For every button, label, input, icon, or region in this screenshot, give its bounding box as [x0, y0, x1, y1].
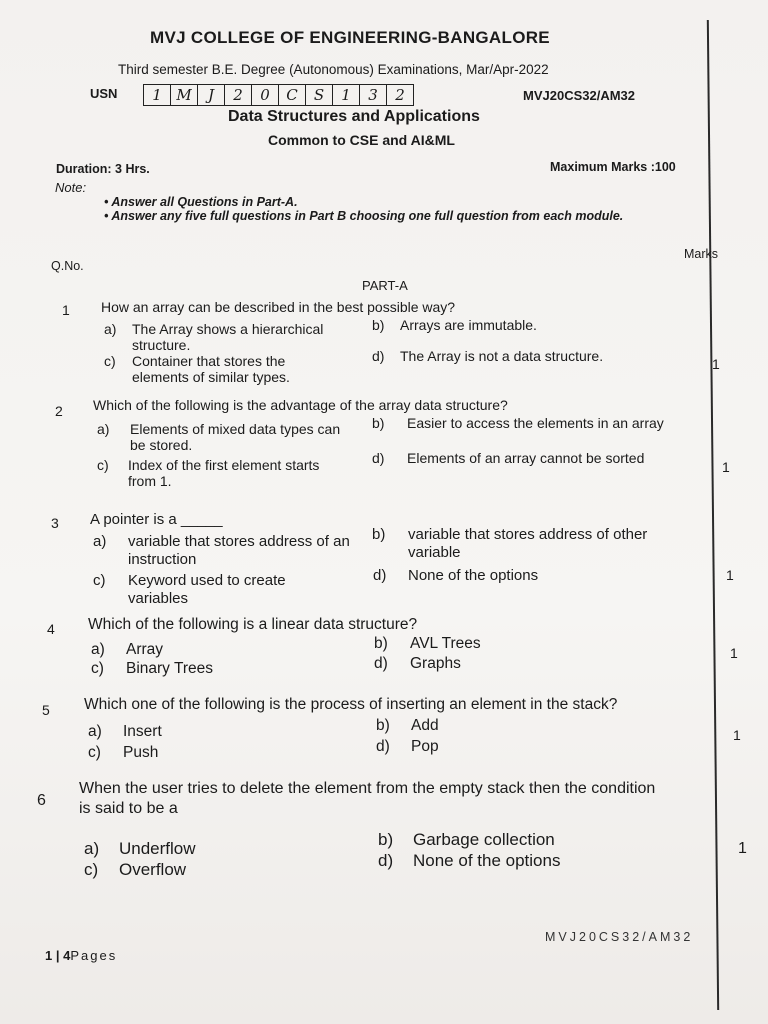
usn-char: 3 — [360, 85, 387, 105]
option-c: c) Binary Trees — [91, 660, 214, 677]
college-name: MVJ COLLEGE OF ENGINEERING-BANGALORE — [150, 28, 550, 47]
usn-char: 1 — [144, 85, 171, 105]
marks-header: Marks — [684, 247, 719, 261]
question-number: 3 — [51, 515, 59, 531]
question-marks: 1 — [712, 356, 720, 372]
option-a: a) variable that stores address of an instruction — [93, 533, 350, 568]
usn-char: C — [279, 85, 306, 105]
option-a: a) Array — [91, 641, 164, 658]
option-a: a) Elements of mixed data types can be stored. — [97, 421, 341, 453]
exam-title: Third semester B.E. Degree (Autonomous) Examinations, Mar/Apr-2022 — [118, 62, 549, 77]
option-d: d) None of the options — [378, 851, 561, 870]
duration: Duration: 3 Hrs. — [56, 162, 150, 176]
question-marks: 1 — [726, 567, 734, 583]
page-number: 1 | 4Pages — [45, 948, 118, 963]
subject-title: Data Structures and Applications — [228, 108, 480, 125]
usn-char: 2 — [395, 86, 405, 104]
question-text: Which of the following is a linear data structure? — [88, 616, 418, 633]
question-number: 2 — [55, 403, 63, 419]
max-marks: Maximum Marks :100 — [550, 160, 676, 174]
question-number: 5 — [42, 702, 50, 718]
common-to: Common to CSE and AI&ML — [268, 132, 455, 148]
question-marks: 1 — [738, 840, 747, 857]
usn-char: 2 — [225, 85, 252, 105]
option-c: c) Container that stores the elements of similar types. — [104, 353, 290, 385]
usn-char: S — [306, 85, 333, 105]
usn-char: 0 — [252, 85, 279, 105]
option-c: c) Overflow — [84, 860, 187, 879]
option-b: b) AVL Trees — [374, 635, 481, 652]
option-a: a) Underflow — [84, 839, 196, 858]
option-d: d) Elements of an array cannot be sorted — [372, 450, 645, 466]
usn-label: USN — [90, 86, 118, 101]
question-number: 6 — [37, 792, 46, 809]
option-b: b) Arrays are immutable. — [372, 317, 537, 333]
footer-course-code: MVJ20CS32/AM32 — [545, 930, 694, 944]
question-text: When the user tries to delete the element from the empty stack then the condition is said to be a — [79, 780, 656, 817]
question-number: 1 — [62, 302, 70, 318]
option-b: b) Add — [376, 717, 439, 734]
question-marks: 1 — [722, 459, 730, 475]
note-label: Note: — [55, 180, 87, 195]
option-c: c) Push — [88, 744, 159, 761]
question-number: 4 — [47, 621, 55, 637]
question-text: How an array can be described in the best possible way? — [101, 299, 456, 315]
option-a: a) Insert — [88, 723, 162, 740]
question-text: Which one of the following is the process of inserting an element in the stack? — [84, 696, 618, 713]
note-item: • Answer any five full questions in Part B choosing one full question from each module. — [104, 209, 624, 223]
usn-char: M — [171, 85, 198, 105]
question-marks: 1 — [733, 727, 741, 743]
option-b: b) Easier to access the elements in an array — [372, 415, 664, 431]
option-b: b) Garbage collection — [378, 830, 555, 849]
option-c: c) Keyword used to create variables — [93, 572, 286, 607]
question-text: A pointer is a _____ — [90, 511, 223, 528]
usn-char: 1 — [333, 85, 360, 105]
option-d: d) None of the options — [373, 567, 539, 584]
usn-boxes — [143, 84, 414, 106]
usn-char: J — [198, 85, 225, 105]
page-border — [707, 20, 719, 1010]
course-code: MVJ20CS32/AM32 — [523, 88, 635, 103]
question-marks: 1 — [730, 645, 738, 661]
option-b: b) variable that stores address of other variable — [372, 526, 648, 561]
option-d: d) Graphs — [374, 655, 461, 672]
part-title: PART-A — [362, 278, 408, 293]
option-d: d) The Array is not a data structure. — [372, 348, 604, 364]
option-d: d) Pop — [376, 738, 439, 755]
note-item: • Answer all Questions in Part-A. — [104, 195, 298, 209]
option-a: a) The Array shows a hierarchical structure. — [104, 321, 324, 353]
question-text: Which of the following is the advantage of the array data structure? — [93, 397, 508, 413]
option-c: c) Index of the first element starts from 1. — [97, 457, 320, 489]
qno-header: Q.No. — [51, 259, 84, 273]
